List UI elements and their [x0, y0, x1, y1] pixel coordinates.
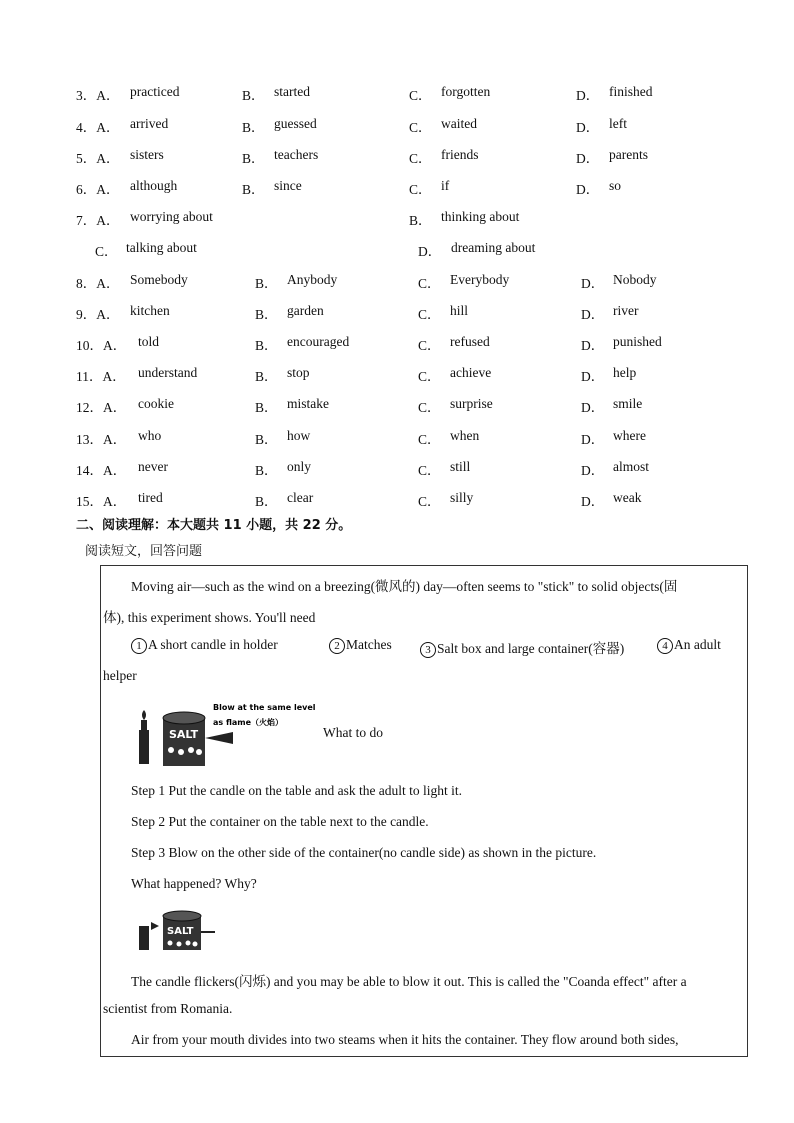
q5-option-a: sisters: [130, 147, 164, 162]
q9-option-d-label: D．: [581, 307, 605, 322]
passage-p2-line1: The candle flickers(闪烁) and you may be able to blow it out. This is called the "Coanda effect" after a: [131, 974, 687, 989]
q4-num: 4．A．: [76, 120, 120, 135]
circled-number-2: 2: [329, 638, 345, 654]
passage-p1-line1: Moving air—such as the wind on a breezing(微风的) day—often seems to "stick" to solid objects(固: [131, 579, 678, 594]
q12-option-c: surprise: [450, 396, 493, 411]
q6-option-b: since: [274, 178, 302, 193]
q8-option-c: Everybody: [450, 272, 510, 287]
q7-option-b-label: B．: [409, 213, 432, 228]
q9-option-c: hill: [450, 303, 469, 318]
q5-option-b: teachers: [274, 147, 319, 162]
q11-option-d-label: D．: [581, 369, 605, 384]
q9-option-b: garden: [287, 303, 324, 318]
circled-number-4: 4: [657, 638, 673, 654]
what-to-do-heading: What to do: [323, 725, 383, 740]
q9-option-d: river: [613, 303, 639, 318]
q12-option-d-label: D．: [581, 400, 605, 415]
candle-shape: [139, 926, 149, 950]
passage-p2-line2: scientist from Romania.: [103, 1001, 233, 1016]
q7-option-d: dreaming about: [451, 240, 536, 255]
passage-p1-line2: 体), this experiment shows. You'll need: [103, 610, 316, 625]
passage-p3-line1: Air from your mouth divides into two steams when it hits the container. They flow around both sides,: [131, 1032, 679, 1047]
q3-option-c-label: C．: [409, 88, 432, 103]
section-instruction: 阅读短文，回答问题: [85, 544, 203, 559]
q9-option-c-label: C．: [418, 307, 441, 322]
q10-option-d: punished: [613, 334, 662, 349]
q15-option-c-label: C．: [418, 494, 441, 509]
q11-option-b: stop: [287, 365, 310, 380]
q15-option-b: clear: [287, 490, 314, 505]
need-item-3: [420, 637, 624, 658]
q15-option-b-label: B．: [255, 494, 278, 509]
q7-option-b: thinking about: [441, 209, 520, 224]
q8-option-b-label: B．: [255, 276, 278, 291]
q6-num: 6．A．: [76, 182, 120, 197]
salt-box-blowing-illustration: [135, 698, 325, 770]
q6-option-b-label: B．: [242, 182, 265, 197]
q5-num: 5．A．: [76, 151, 120, 166]
circled-number-3: 3: [420, 642, 436, 658]
q5-option-c: friends: [441, 147, 479, 162]
q15-option-c: silly: [450, 490, 474, 505]
flame-shape: [142, 710, 146, 720]
q3-option-c: forgotten: [441, 84, 491, 99]
q8-option-a: Somebody: [130, 272, 188, 287]
need-item-4: [657, 637, 721, 654]
candle-shape: [141, 720, 147, 732]
q7-num: 7．A．: [76, 213, 120, 228]
experiment-figure-2: [137, 908, 219, 954]
q6-option-c-label: C．: [409, 182, 432, 197]
q11-num: 11．A．: [76, 369, 126, 384]
q4-option-d: left: [609, 116, 627, 131]
q5-option-d-label: D．: [576, 151, 600, 166]
q11-option-c-label: C．: [418, 369, 441, 384]
q11-option-a: understand: [138, 365, 198, 380]
q12-option-a: cookie: [138, 396, 174, 411]
q4-option-a: arrived: [130, 116, 169, 131]
q14-option-d-label: D．: [581, 463, 605, 478]
q12-option-d: smile: [613, 396, 643, 411]
q6-option-c: if: [441, 178, 450, 193]
q10-option-c-label: C．: [418, 338, 441, 353]
q7-option-c: talking about: [126, 240, 197, 255]
figure-caption-line1: Blow at the same level: [213, 703, 316, 712]
q4-option-b-label: B．: [242, 120, 265, 135]
q14-num: 14．A．: [76, 463, 127, 478]
salt-box-shape: [163, 718, 205, 766]
q7-option-d-label: D．: [418, 244, 442, 259]
step-2: Step 2 Put the container on the table next to the candle.: [131, 814, 429, 829]
q12-option-b: mistake: [287, 396, 329, 411]
q13-option-b-label: B．: [255, 432, 278, 447]
salt-label: SALT: [167, 926, 194, 937]
need-item-4-continued: helper: [103, 668, 137, 683]
q11-option-c: achieve: [450, 365, 492, 380]
q8-option-d-label: D．: [581, 276, 605, 291]
q10-option-b: encouraged: [287, 334, 350, 349]
blowing-mouth-shape: [205, 732, 233, 744]
salt-box-airflow-illustration: [137, 908, 219, 954]
need-item-2: [329, 637, 392, 654]
need-item-1-text: A short candle in holder: [148, 637, 278, 652]
q9-option-a: kitchen: [130, 303, 170, 318]
q15-option-a: tired: [138, 490, 163, 505]
q3-num: 3．A．: [76, 88, 120, 103]
q5-option-d: parents: [609, 147, 648, 162]
step-3: Step 3 Blow on the other side of the container(no candle side) as shown in the picture.: [131, 845, 597, 860]
q12-option-c-label: C．: [418, 400, 441, 415]
q14-option-c-label: C．: [418, 463, 441, 478]
q11-option-d: help: [613, 365, 637, 380]
arrow-left-shape: [151, 922, 159, 930]
need-item-4-text: An adult: [674, 637, 721, 652]
q3-option-b: started: [274, 84, 310, 99]
q12-num: 12．A．: [76, 400, 127, 415]
q7-option-c-label: C．: [95, 244, 118, 259]
need-item-3-text: Salt box and large container(容器): [437, 641, 625, 656]
q10-num: 10．A．: [76, 338, 127, 353]
figure-caption-line2: as flame（火焰）: [213, 718, 284, 727]
candle-holder-shape: [139, 730, 149, 764]
q8-option-b: Anybody: [287, 272, 338, 287]
what-happened-heading: What happened? Why?: [131, 876, 257, 891]
q15-option-d: weak: [613, 490, 642, 505]
q3-option-b-label: B．: [242, 88, 265, 103]
q14-option-b: only: [287, 459, 312, 474]
q5-option-c-label: C．: [409, 151, 432, 166]
q10-option-a: told: [138, 334, 160, 349]
q8-num: 8．A．: [76, 276, 120, 291]
q6-option-d-label: D．: [576, 182, 600, 197]
q14-option-a: never: [138, 459, 168, 474]
q3-option-d-label: D．: [576, 88, 600, 103]
q3-option-d: finished: [609, 84, 653, 99]
q13-option-b: how: [287, 428, 311, 443]
section-heading: 二、阅读理解：本大题共 11 小题，共 22 分。: [76, 518, 352, 533]
q14-option-d: almost: [613, 459, 649, 474]
q13-option-c-label: C．: [418, 432, 441, 447]
q5-option-b-label: B．: [242, 151, 265, 166]
q10-option-d-label: D．: [581, 338, 605, 353]
q6-option-d: so: [609, 178, 622, 193]
q14-option-b-label: B．: [255, 463, 278, 478]
q7-option-a: worrying about: [130, 209, 213, 224]
q4-option-b: guessed: [274, 116, 317, 131]
q13-num: 13．A．: [76, 432, 127, 447]
q15-option-d-label: D．: [581, 494, 605, 509]
q4-option-c-label: C．: [409, 120, 432, 135]
need-item-2-text: Matches: [346, 637, 392, 652]
q11-option-b-label: B．: [255, 369, 278, 384]
q9-num: 9．A．: [76, 307, 120, 322]
circled-number-1: 1: [131, 638, 147, 654]
need-item-1: [131, 637, 278, 654]
q14-option-c: still: [450, 459, 471, 474]
q13-option-c: when: [450, 428, 480, 443]
q13-option-a: who: [138, 428, 162, 443]
experiment-figure-1: [135, 698, 325, 770]
q3-option-a: practiced: [130, 84, 180, 99]
salt-label: SALT: [169, 728, 199, 741]
q10-option-c: refused: [450, 334, 490, 349]
q4-option-d-label: D．: [576, 120, 600, 135]
q15-num: 15．A．: [76, 494, 127, 509]
q6-option-a: although: [130, 178, 178, 193]
q4-option-c: waited: [441, 116, 477, 131]
q13-option-d-label: D．: [581, 432, 605, 447]
q8-option-d: Nobody: [613, 272, 657, 287]
q13-option-d: where: [613, 428, 646, 443]
q10-option-b-label: B．: [255, 338, 278, 353]
q12-option-b-label: B．: [255, 400, 278, 415]
step-1: Step 1 Put the candle on the table and ask the adult to light it.: [131, 783, 463, 798]
q8-option-c-label: C．: [418, 276, 441, 291]
q9-option-b-label: B．: [255, 307, 278, 322]
